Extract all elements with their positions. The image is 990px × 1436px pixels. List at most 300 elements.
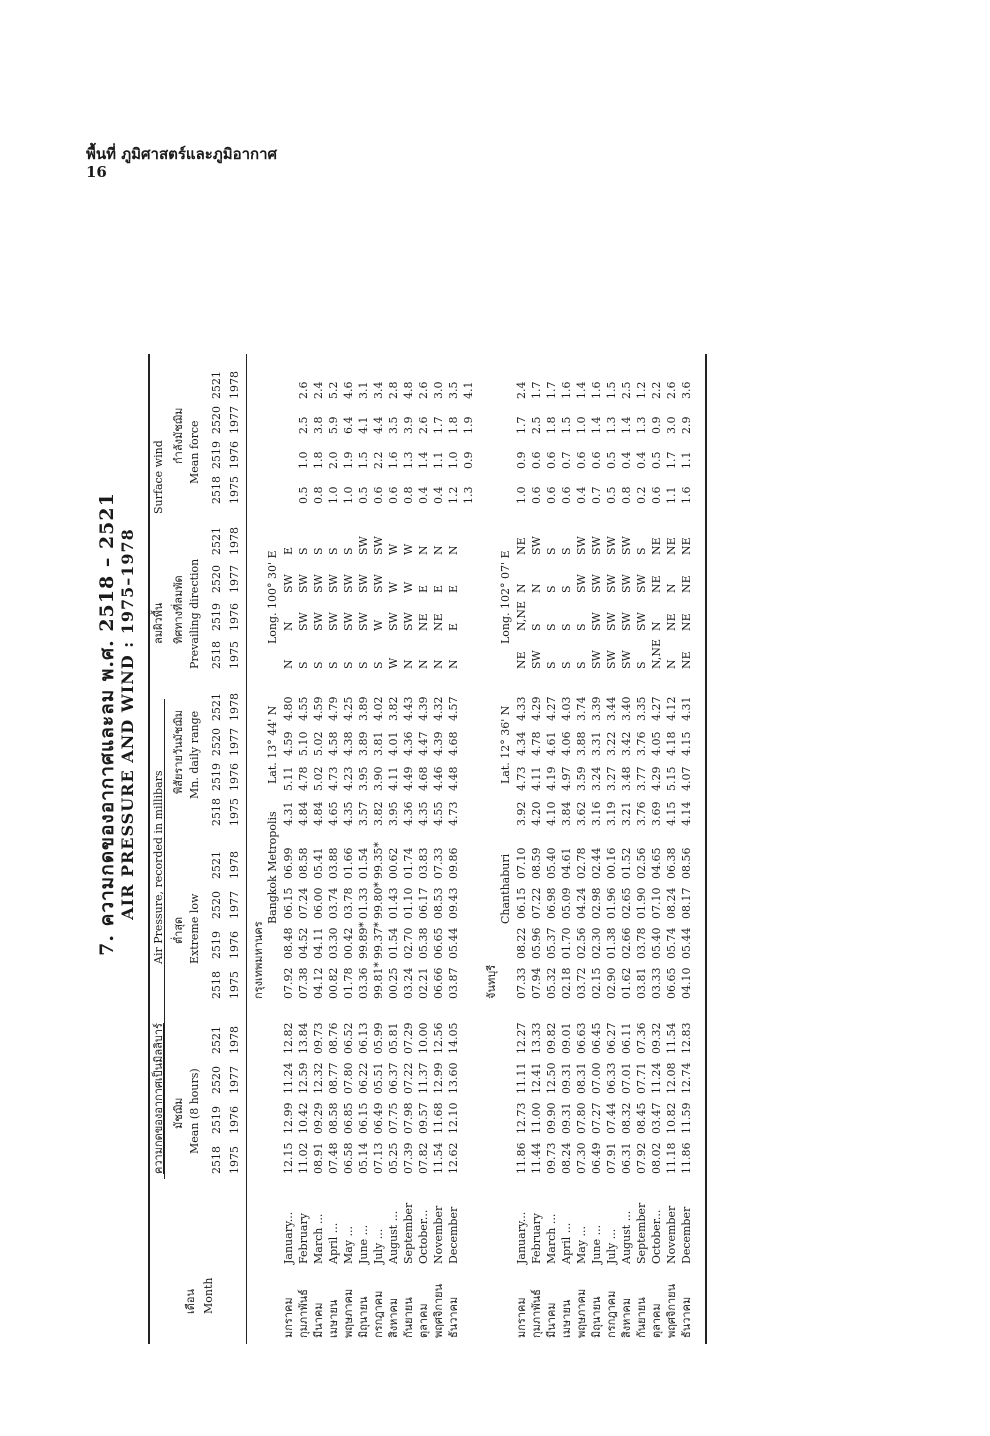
wind-direction-cell: SW bbox=[357, 612, 370, 631]
extreme-low-cell: 99.81* bbox=[372, 962, 385, 999]
mean-pressure-cell: 12.41 bbox=[530, 1062, 543, 1094]
wind-force-cell: 0.4 bbox=[432, 486, 445, 504]
daily-range-cell: 3.84 bbox=[560, 801, 573, 826]
wind-force-cell: 1.4 bbox=[417, 451, 430, 469]
mean-pressure-cell: 06.58 bbox=[342, 1142, 355, 1174]
mean-pressure-cell: 11.59 bbox=[680, 1102, 693, 1134]
wind-force-cell: 4.8 bbox=[402, 381, 415, 399]
mean-pressure-cell: 08.91 bbox=[312, 1142, 325, 1174]
daily-range-cell: 4.15 bbox=[665, 801, 678, 826]
extreme-low-cell: 06.65 bbox=[665, 967, 678, 999]
year-be-label: 2518 bbox=[210, 798, 223, 826]
wind-direction-cell: SW bbox=[372, 536, 385, 555]
wind-direction-cell: NE bbox=[665, 613, 678, 631]
mean-pressure-cell: 08.76 bbox=[327, 1022, 340, 1054]
wind-direction-cell: SW bbox=[357, 536, 370, 555]
wind-force-cell: 2.6 bbox=[417, 381, 430, 399]
wind-direction-cell: SW bbox=[620, 650, 633, 669]
direction-header-en: Prevailing direction bbox=[188, 558, 201, 669]
mean-pressure-cell: 06.45 bbox=[590, 1022, 603, 1054]
year-ce-label: 1976 bbox=[228, 763, 241, 791]
wind-direction-cell: S bbox=[342, 661, 355, 669]
extreme-low-cell: 08.59 bbox=[530, 847, 543, 879]
daily-range-cell: 4.68 bbox=[447, 731, 460, 756]
wind-force-cell: 0.8 bbox=[620, 486, 633, 504]
station-name-th: กรุงเทพมหานคร bbox=[252, 921, 265, 999]
station-name-th: จันทบุรี bbox=[485, 964, 498, 999]
wind-direction-cell: SW bbox=[590, 536, 603, 555]
wind-force-cell: 4.6 bbox=[342, 381, 355, 399]
daily-range-cell: 4.25 bbox=[342, 696, 355, 721]
wind-direction-cell: S bbox=[312, 661, 325, 669]
year-be-label: 2519 bbox=[210, 931, 223, 959]
wind-force-cell: 0.6 bbox=[560, 486, 573, 504]
wind-direction-cell: S bbox=[545, 623, 558, 631]
mean-pressure-cell: 06.85 bbox=[342, 1102, 355, 1134]
month-name-th: มกราคม bbox=[515, 1297, 528, 1338]
daily-range-cell: 3.89 bbox=[357, 696, 370, 721]
year-ce-label: 1977 bbox=[228, 565, 241, 593]
year-ce-label: 1975 bbox=[228, 1146, 241, 1174]
wind-direction-cell: SW bbox=[575, 536, 588, 555]
mean-pressure-cell: 06.37 bbox=[387, 1062, 400, 1094]
extreme-low-cell: 05.09 bbox=[560, 887, 573, 919]
year-ce-label: 1975 bbox=[228, 798, 241, 826]
month-name-th: พฤษภาคม bbox=[575, 1288, 588, 1338]
month-name-th: ตุลาคม bbox=[650, 1303, 663, 1338]
daily-range-cell: 3.59 bbox=[575, 766, 588, 791]
month-name-th: มีนาคม bbox=[545, 1302, 558, 1338]
wind-force-cell: 0.8 bbox=[312, 486, 325, 504]
mean-pressure-cell: 11.86 bbox=[515, 1142, 528, 1174]
mean-pressure-cell: 08.31 bbox=[575, 1062, 588, 1094]
wind-direction-cell: S bbox=[530, 623, 543, 631]
extreme-low-cell: 03.33 bbox=[650, 967, 663, 999]
mean-pressure-cell: 06.52 bbox=[342, 1022, 355, 1054]
wind-direction-cell: SW bbox=[282, 574, 295, 593]
wind-force-cell: 1.3 bbox=[462, 486, 475, 504]
extreme-low-cell: 02.70 bbox=[402, 927, 415, 959]
wind-direction-cell: N bbox=[432, 659, 445, 669]
extreme-low-cell: 01.70 bbox=[560, 927, 573, 959]
extreme-low-cell: 02.15 bbox=[590, 967, 603, 999]
daily-range-cell: 3.77 bbox=[635, 766, 648, 791]
wind-direction-cell: SW bbox=[372, 574, 385, 593]
wind-direction-cell: N bbox=[417, 659, 430, 669]
mean-pressure-cell: 07.82 bbox=[417, 1142, 430, 1174]
wind-force-cell: 0.8 bbox=[402, 486, 415, 504]
daily-range-cell: 4.47 bbox=[417, 731, 430, 756]
extreme-low-cell: 04.12 bbox=[312, 967, 325, 999]
wind-force-cell: 0.4 bbox=[575, 486, 588, 504]
extreme-low-cell: 02.56 bbox=[635, 847, 648, 879]
daily-range-cell: 4.23 bbox=[342, 766, 355, 791]
air-pressure-group-th: ความกดของอากาศเป็นมิลลิบาร์ bbox=[152, 1023, 165, 1174]
mean-pressure-cell: 12.74 bbox=[680, 1062, 693, 1094]
year-be-label: 2521 bbox=[210, 693, 223, 721]
daily-range-cell: 4.35 bbox=[417, 801, 430, 826]
wind-direction-cell: SW bbox=[605, 574, 618, 593]
month-name-en: November bbox=[432, 1205, 445, 1264]
wind-force-cell: 1.5 bbox=[560, 416, 573, 434]
daily-range-cell: 4.10 bbox=[545, 801, 558, 826]
mean-pressure-cell: 13.84 bbox=[297, 1022, 310, 1054]
daily-range-cell: 3.92 bbox=[515, 801, 528, 826]
daily-range-cell: 4.73 bbox=[515, 766, 528, 791]
month-name-th: กันยายน bbox=[402, 1297, 415, 1338]
daily-range-cell: 3.74 bbox=[575, 696, 588, 721]
wind-force-cell: 5.2 bbox=[327, 381, 340, 399]
mean-pressure-cell: 06.49 bbox=[590, 1142, 603, 1174]
wind-force-cell: 0.6 bbox=[650, 486, 663, 504]
extreme-low-cell: 01.52 bbox=[620, 847, 633, 879]
extreme-low-cell: 04.10 bbox=[680, 967, 693, 999]
extreme-low-cell: 99.35* bbox=[372, 842, 385, 879]
extreme-low-cell: 99.80* bbox=[372, 882, 385, 919]
extreme-low-cell: 04.24 bbox=[575, 887, 588, 919]
wind-force-cell: 0.7 bbox=[560, 451, 573, 469]
extreme-low-cell: 02.66 bbox=[620, 927, 633, 959]
mean-pressure-cell: 11.11 bbox=[515, 1062, 528, 1094]
year-be-label: 2518 bbox=[210, 1146, 223, 1174]
mean-pressure-cell: 07.36 bbox=[635, 1022, 648, 1054]
mean-pressure-cell: 12.82 bbox=[282, 1022, 295, 1054]
wind-force-cell: 1.3 bbox=[635, 416, 648, 434]
wind-force-cell: 1.4 bbox=[575, 381, 588, 399]
year-ce-label: 1978 bbox=[228, 371, 241, 399]
wind-direction-cell: S bbox=[560, 623, 573, 631]
extreme-low-cell: 00.25 bbox=[387, 967, 400, 999]
wind-direction-cell: SW bbox=[297, 574, 310, 593]
mean-pressure-cell: 07.75 bbox=[387, 1102, 400, 1134]
wind-direction-cell: S bbox=[545, 585, 558, 593]
extreme-low-cell: 00.82 bbox=[327, 967, 340, 999]
year-be-label: 2521 bbox=[210, 371, 223, 399]
wind-direction-cell: E bbox=[282, 546, 295, 555]
daily-range-cell: 4.36 bbox=[402, 731, 415, 756]
wind-direction-cell: NE bbox=[515, 651, 528, 669]
wind-force-cell: 1.6 bbox=[680, 486, 693, 504]
daily-range-cell: 3.69 bbox=[650, 801, 663, 826]
wind-force-cell: 3.4 bbox=[372, 381, 385, 399]
month-name-en: August ... bbox=[387, 1210, 400, 1264]
year-ce-label: 1978 bbox=[228, 1026, 241, 1054]
mean-pressure-cell: 10.00 bbox=[417, 1022, 430, 1054]
wind-direction-cell: W bbox=[372, 619, 385, 631]
extreme-low-cell: 03.74 bbox=[327, 887, 340, 919]
year-be-label: 2519 bbox=[210, 441, 223, 469]
mean-pressure-cell: 07.98 bbox=[402, 1102, 415, 1134]
daily-range-cell: 4.15 bbox=[680, 731, 693, 756]
daily-range-cell: 4.55 bbox=[432, 801, 445, 826]
extreme-low-cell: 09.86 bbox=[447, 847, 460, 879]
extreme-low-cell: 01.54 bbox=[387, 927, 400, 959]
extreme-low-cell: 05.74 bbox=[665, 927, 678, 959]
extreme-low-cell: 02.98 bbox=[590, 887, 603, 919]
month-name-en: September bbox=[635, 1202, 648, 1264]
wind-force-cell: 2.9 bbox=[680, 416, 693, 434]
extreme-low-cell: 08.24 bbox=[665, 887, 678, 919]
daily-range-cell: 3.57 bbox=[357, 801, 370, 826]
wind-direction-cell: W bbox=[402, 543, 415, 555]
extreme-low-cell: 00.42 bbox=[342, 927, 355, 959]
extreme-low-cell: 05.32 bbox=[545, 967, 558, 999]
month-name-en: December bbox=[680, 1206, 693, 1264]
mean-pressure-cell: 07.30 bbox=[575, 1142, 588, 1174]
extreme-low-cell: 01.10 bbox=[402, 887, 415, 919]
wind-direction-cell: S bbox=[357, 661, 370, 669]
mean-pressure-cell: 11.44 bbox=[530, 1142, 543, 1174]
wind-force-cell: 1.1 bbox=[680, 451, 693, 469]
daily-range-cell: 3.89 bbox=[357, 731, 370, 756]
wind-direction-cell: SW bbox=[590, 574, 603, 593]
station-latitude: Lat. 12° 36' N bbox=[499, 705, 512, 784]
mean-pressure-cell: 11.54 bbox=[665, 1022, 678, 1054]
year-be-label: 2520 bbox=[210, 891, 223, 919]
daily-range-cell: 4.80 bbox=[282, 696, 295, 721]
wind-force-cell: 0.9 bbox=[462, 451, 475, 469]
year-be-label: 2519 bbox=[210, 1106, 223, 1134]
wind-force-cell: 1.0 bbox=[297, 451, 310, 469]
wind-force-cell: 4.1 bbox=[462, 381, 475, 399]
wind-force-cell: 1.2 bbox=[635, 381, 648, 399]
extreme-low-cell: 05.40 bbox=[545, 847, 558, 879]
daily-range-cell: 3.22 bbox=[605, 731, 618, 756]
wind-force-cell: 0.4 bbox=[417, 486, 430, 504]
year-ce-label: 1978 bbox=[228, 693, 241, 721]
mean-pressure-cell: 06.11 bbox=[620, 1022, 633, 1054]
table-bottom-rule bbox=[705, 354, 707, 1344]
month-name-en: December bbox=[447, 1206, 460, 1264]
wind-direction-cell: S bbox=[560, 661, 573, 669]
daily-range-cell: 4.07 bbox=[680, 766, 693, 791]
extreme-low-cell: 06.98 bbox=[545, 887, 558, 919]
daily-range-cell: 4.32 bbox=[432, 696, 445, 721]
mean-pressure-cell: 05.14 bbox=[357, 1142, 370, 1174]
extreme-low-cell: 02.78 bbox=[575, 847, 588, 879]
table-title-th: 7. ความกดของอากาศและลม พ.ศ. 2518 – 2521 bbox=[96, 492, 118, 956]
month-header-th: เดือน bbox=[184, 1288, 197, 1314]
month-name-en: May ... bbox=[342, 1225, 355, 1264]
month-name-th: มีนาคม bbox=[312, 1302, 325, 1338]
extreme-low-cell: 07.10 bbox=[515, 847, 528, 879]
mean-pressure-cell: 12.10 bbox=[447, 1102, 460, 1134]
daily-range-cell: 4.03 bbox=[560, 696, 573, 721]
wind-force-cell: 1.6 bbox=[590, 381, 603, 399]
daily-range-cell: 3.82 bbox=[387, 696, 400, 721]
wind-force-cell: 1.7 bbox=[432, 416, 445, 434]
daily-range-cell: 3.24 bbox=[590, 766, 603, 791]
mean-header-th: มัชฌิม bbox=[172, 1097, 185, 1129]
mean-pressure-cell: 07.91 bbox=[605, 1142, 618, 1174]
daily-range-cell: 5.11 bbox=[282, 766, 295, 791]
daily-range-cell: 4.05 bbox=[650, 731, 663, 756]
wind-direction-cell: S bbox=[297, 547, 310, 555]
wind-direction-cell: SW bbox=[530, 650, 543, 669]
daily-range-cell: 3.76 bbox=[635, 731, 648, 756]
wind-force-cell: 0.4 bbox=[620, 451, 633, 469]
wind-direction-cell: SW bbox=[312, 574, 325, 593]
daily-range-cell: 4.78 bbox=[297, 766, 310, 791]
mean-pressure-cell: 08.77 bbox=[327, 1062, 340, 1094]
extreme-low-cell: 03.78 bbox=[342, 887, 355, 919]
wind-direction-cell: E bbox=[447, 584, 460, 593]
wind-direction-cell: S bbox=[342, 547, 355, 555]
month-name-en: June ... bbox=[357, 1224, 370, 1264]
month-name-en: January... bbox=[282, 1211, 295, 1264]
wind-direction-cell: S bbox=[560, 547, 573, 555]
month-name-en: October... bbox=[417, 1209, 430, 1264]
wind-direction-cell: S bbox=[297, 661, 310, 669]
year-be-label: 2519 bbox=[210, 763, 223, 791]
wind-direction-cell: SW bbox=[620, 612, 633, 631]
mean-pressure-cell: 09.73 bbox=[312, 1022, 325, 1054]
year-be-label: 2518 bbox=[210, 971, 223, 999]
wind-force-cell: 1.1 bbox=[432, 451, 445, 469]
daily-range-cell: 4.34 bbox=[515, 731, 528, 756]
table-canvas bbox=[92, 104, 972, 1344]
month-name-en: March ... bbox=[312, 1213, 325, 1264]
wind-direction-cell: NE bbox=[680, 537, 693, 555]
year-be-label: 2520 bbox=[210, 406, 223, 434]
daily-range-cell: 4.73 bbox=[327, 766, 340, 791]
extreme-low-cell: 06.15 bbox=[515, 887, 528, 919]
extreme-low-cell: 03.36 bbox=[357, 967, 370, 999]
wind-direction-cell: SW bbox=[342, 574, 355, 593]
daily-range-cell: 4.29 bbox=[530, 696, 543, 721]
daily-range-cell: 3.31 bbox=[590, 731, 603, 756]
wind-direction-cell: S bbox=[545, 547, 558, 555]
daily-range-cell: 4.68 bbox=[417, 766, 430, 791]
daily-range-cell: 3.44 bbox=[605, 696, 618, 721]
daily-range-cell: 5.10 bbox=[297, 731, 310, 756]
mean-pressure-cell: 12.08 bbox=[665, 1062, 678, 1094]
extreme-low-cell: 00.16 bbox=[605, 847, 618, 879]
extreme-low-cell: 02.56 bbox=[575, 927, 588, 959]
year-be-label: 2518 bbox=[210, 476, 223, 504]
wind-force-cell: 1.1 bbox=[665, 486, 678, 504]
wind-force-cell: 0.5 bbox=[297, 486, 310, 504]
table-title-en: AIR PRESSURE AND WIND : 1975–1978 bbox=[118, 528, 137, 920]
daily-range-cell: 4.35 bbox=[342, 801, 355, 826]
year-ce-label: 1975 bbox=[228, 641, 241, 669]
daily-range-cell: 4.48 bbox=[447, 766, 460, 791]
month-name-en: June ... bbox=[590, 1224, 603, 1264]
month-name-en: September bbox=[402, 1202, 415, 1264]
extreme-low-cell: 01.90 bbox=[635, 887, 648, 919]
wind-force-cell: 1.9 bbox=[342, 451, 355, 469]
wind-direction-cell: S bbox=[575, 661, 588, 669]
year-be-label: 2520 bbox=[210, 1066, 223, 1094]
year-be-label: 2521 bbox=[210, 1026, 223, 1054]
mean-pressure-cell: 13.60 bbox=[447, 1062, 460, 1094]
mean-pressure-cell: 11.37 bbox=[417, 1062, 430, 1094]
month-name-en: August ... bbox=[620, 1210, 633, 1264]
wind-direction-cell: SW bbox=[605, 612, 618, 631]
daily-range-cell: 3.88 bbox=[575, 731, 588, 756]
daily-range-cell: 4.31 bbox=[680, 696, 693, 721]
mean-pressure-cell: 08.24 bbox=[560, 1142, 573, 1174]
month-name-th: มิถุนายน bbox=[590, 1296, 603, 1338]
surface-wind-en: Surface wind bbox=[152, 440, 165, 514]
wind-force-cell: 1.0 bbox=[515, 486, 528, 504]
extreme-low-cell: 02.18 bbox=[560, 967, 573, 999]
wind-force-cell: 2.4 bbox=[515, 381, 528, 399]
mean-pressure-cell: 07.13 bbox=[372, 1142, 385, 1174]
daily-range-cell: 4.12 bbox=[665, 696, 678, 721]
daily-range-cell: 3.81 bbox=[372, 731, 385, 756]
wind-direction-cell: S bbox=[327, 547, 340, 555]
wind-direction-cell: SW bbox=[605, 536, 618, 555]
wind-force-cell: 3.5 bbox=[447, 381, 460, 399]
mean-pressure-cell: 12.62 bbox=[447, 1142, 460, 1174]
year-ce-label: 1977 bbox=[228, 891, 241, 919]
month-name-th: ตุลาคม bbox=[417, 1303, 430, 1338]
mean-pressure-cell: 07.80 bbox=[342, 1062, 355, 1094]
mean-pressure-cell: 06.13 bbox=[357, 1022, 370, 1054]
mean-pressure-cell: 11.54 bbox=[432, 1142, 445, 1174]
wind-force-cell: 0.9 bbox=[650, 416, 663, 434]
wind-force-cell: 0.6 bbox=[545, 486, 558, 504]
month-name-th: กรกฎาคม bbox=[372, 1290, 385, 1338]
mean-pressure-cell: 12.83 bbox=[680, 1022, 693, 1054]
extreme-low-cell: 01.43 bbox=[387, 887, 400, 919]
mean-pressure-cell: 09.29 bbox=[312, 1102, 325, 1134]
wind-force-cell: 2.2 bbox=[650, 381, 663, 399]
wind-direction-cell: N bbox=[650, 621, 663, 631]
mean-pressure-cell: 12.32 bbox=[312, 1062, 325, 1094]
month-name-th: กุมภาพันธ์ bbox=[297, 1289, 310, 1338]
chapter-title: พื้นที่ ภูมิศาสตร์และภูมิอากาศ bbox=[86, 145, 278, 163]
mean-pressure-cell: 11.24 bbox=[282, 1062, 295, 1094]
mean-pressure-cell: 09.01 bbox=[560, 1022, 573, 1054]
extreme-low-cell: 06.17 bbox=[417, 887, 430, 919]
extreme-low-cell: 07.33 bbox=[515, 967, 528, 999]
daily-range-cell: 3.39 bbox=[590, 696, 603, 721]
extreme-low-cell: 01.54 bbox=[357, 847, 370, 879]
wind-force-cell: 1.7 bbox=[530, 381, 543, 399]
extreme-low-cell: 01.33 bbox=[357, 887, 370, 919]
daily-range-cell: 4.33 bbox=[515, 696, 528, 721]
wind-force-cell: 1.2 bbox=[447, 486, 460, 504]
mean-pressure-cell: 12.56 bbox=[432, 1022, 445, 1054]
station-name-en: Bangkok Metropolis bbox=[266, 811, 279, 924]
wind-force-cell: 1.8 bbox=[447, 416, 460, 434]
mean-pressure-cell: 13.33 bbox=[530, 1022, 543, 1054]
year-ce-label: 1976 bbox=[228, 603, 241, 631]
wind-direction-cell: N bbox=[515, 583, 528, 593]
month-name-th: พฤศจิกายน bbox=[665, 1283, 678, 1338]
wind-direction-cell: W bbox=[387, 581, 400, 593]
wind-direction-cell: SW bbox=[590, 650, 603, 669]
month-header-en: Month bbox=[202, 1277, 215, 1314]
year-ce-label: 1976 bbox=[228, 1106, 241, 1134]
month-name-en: July ... bbox=[605, 1228, 618, 1264]
mean-pressure-cell: 12.59 bbox=[297, 1062, 310, 1094]
mean-pressure-cell: 07.27 bbox=[590, 1102, 603, 1134]
mean-pressure-cell: 06.27 bbox=[605, 1022, 618, 1054]
daily-range-cell: 4.27 bbox=[650, 696, 663, 721]
mean-pressure-cell: 09.31 bbox=[560, 1102, 573, 1134]
wind-direction-cell: S bbox=[575, 623, 588, 631]
daily-range-cell: 4.11 bbox=[530, 766, 543, 791]
year-be-label: 2519 bbox=[210, 603, 223, 631]
year-ce-label: 1978 bbox=[228, 527, 241, 555]
wind-force-cell: 0.4 bbox=[635, 451, 648, 469]
extreme-low-cell: 07.38 bbox=[297, 967, 310, 999]
mean-pressure-cell: 07.80 bbox=[575, 1102, 588, 1134]
month-name-en: November bbox=[665, 1205, 678, 1264]
